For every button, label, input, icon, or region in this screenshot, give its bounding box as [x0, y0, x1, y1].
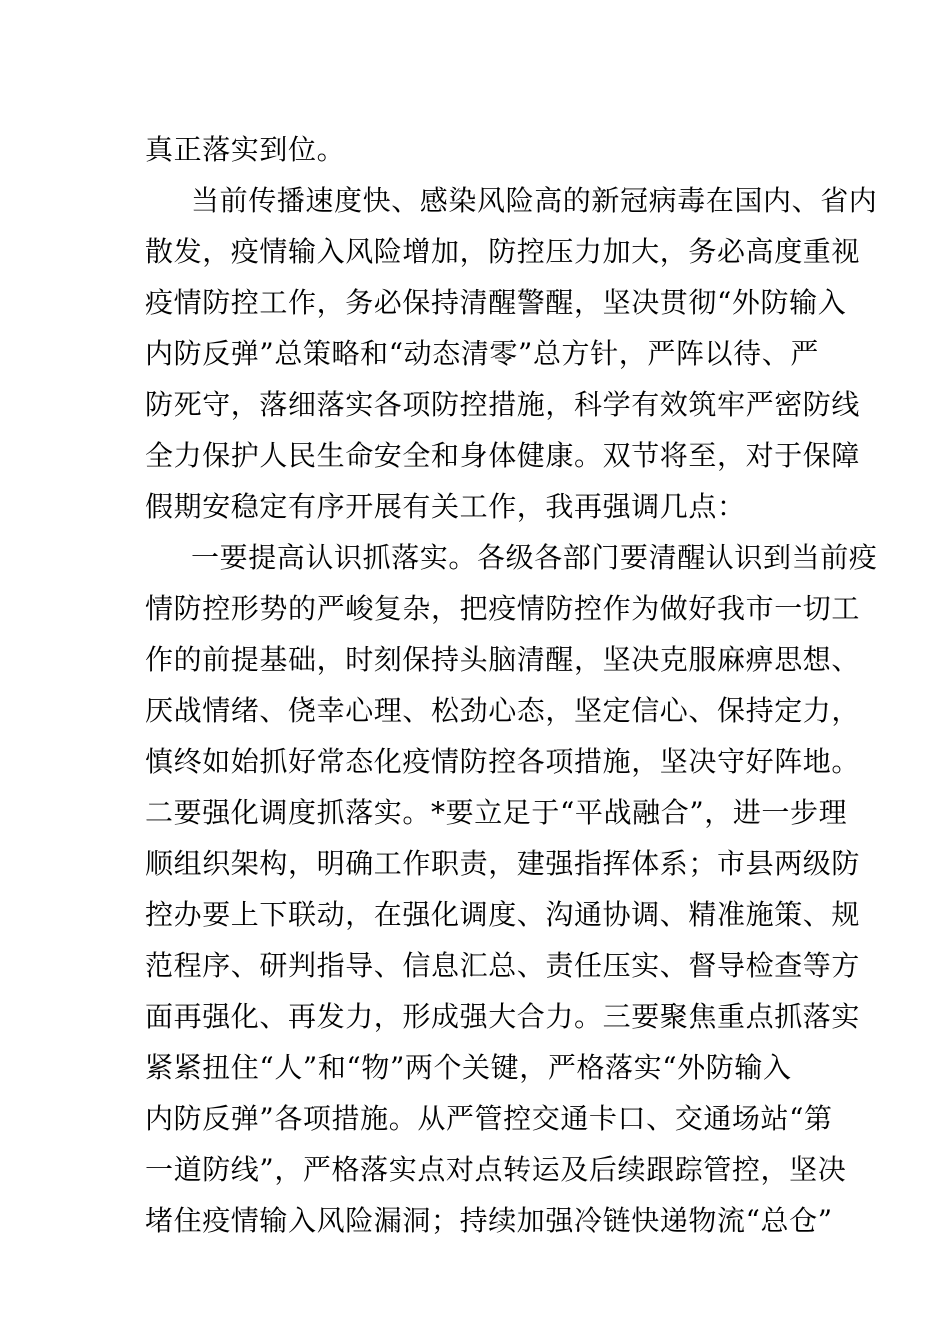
text-line: 顺组织架构，明确工作职责，建强指挥体系；市县两级防: [145, 847, 861, 880]
text-line: 内防反弹”总策略和“动态清零”总方针，严阵以待、严: [145, 337, 819, 370]
text-line: 堵住疫情输入风险漏洞；持续加强冷链快递物流“总仓”: [145, 1204, 833, 1237]
text-line: 假期安稳定有序开展有关工作，我再强调几点：: [145, 490, 746, 523]
text-line: 情防控形势的严峻复杂，把疫情防控作为做好我市一切工: [145, 592, 861, 625]
document-body: [145, 124, 878, 1246]
paragraph-start-line: 一要提高认识抓落实。各级各部门要清醒认识到当前疫: [191, 541, 878, 574]
paragraph-start-line: 当前传播速度快、感染风险高的新冠病毒在国内、省内: [191, 184, 878, 217]
text-line: 紧紧扭住“人”和“物”两个关键，严格落实“外防输入: [145, 1051, 792, 1084]
text-line: 慎终如始抓好常态化疫情防控各项措施，坚决守好阵地。: [145, 745, 861, 778]
text-line: 全力保护人民生命安全和身体健康。双节将至，对于保障: [145, 439, 861, 472]
text-line: 厌战情绪、侥幸心理、松劲心态，坚定信心、保持定力，: [145, 694, 861, 727]
text-line: 内防反弹”各项措施。从严管控交通卡口、交通场站“第: [145, 1102, 833, 1135]
text-line: 真正落实到位。: [145, 133, 346, 166]
text-line: 一道防线”，严格落实点对点转运及后续跟踪管控，坚决: [145, 1153, 847, 1186]
text-line: 作的前提基础，时刻保持头脑清醒，坚决克服麻痹思想、: [145, 643, 861, 676]
text-line: 二要强化调度抓落实。*要立足于“平战融合”，进一步理: [145, 796, 848, 829]
text-line: 控办要上下联动，在强化调度、沟通协调、精准施策、规: [145, 898, 861, 931]
text-line: 防死守，落细落实各项防控措施，科学有效筑牢严密防线: [145, 388, 861, 421]
text-line: 疫情防控工作，务必保持清醒警醒，坚决贯彻“外防输入: [145, 286, 847, 319]
text-line: 散发，疫情输入风险增加，防控压力加大，务必高度重视: [145, 235, 861, 268]
text-line: 范程序、研判指导、信息汇总、责任压实、督导检查等方: [145, 949, 861, 982]
text-line: 面再强化、再发力，形成强大合力。三要聚焦重点抓落实: [145, 1000, 861, 1033]
